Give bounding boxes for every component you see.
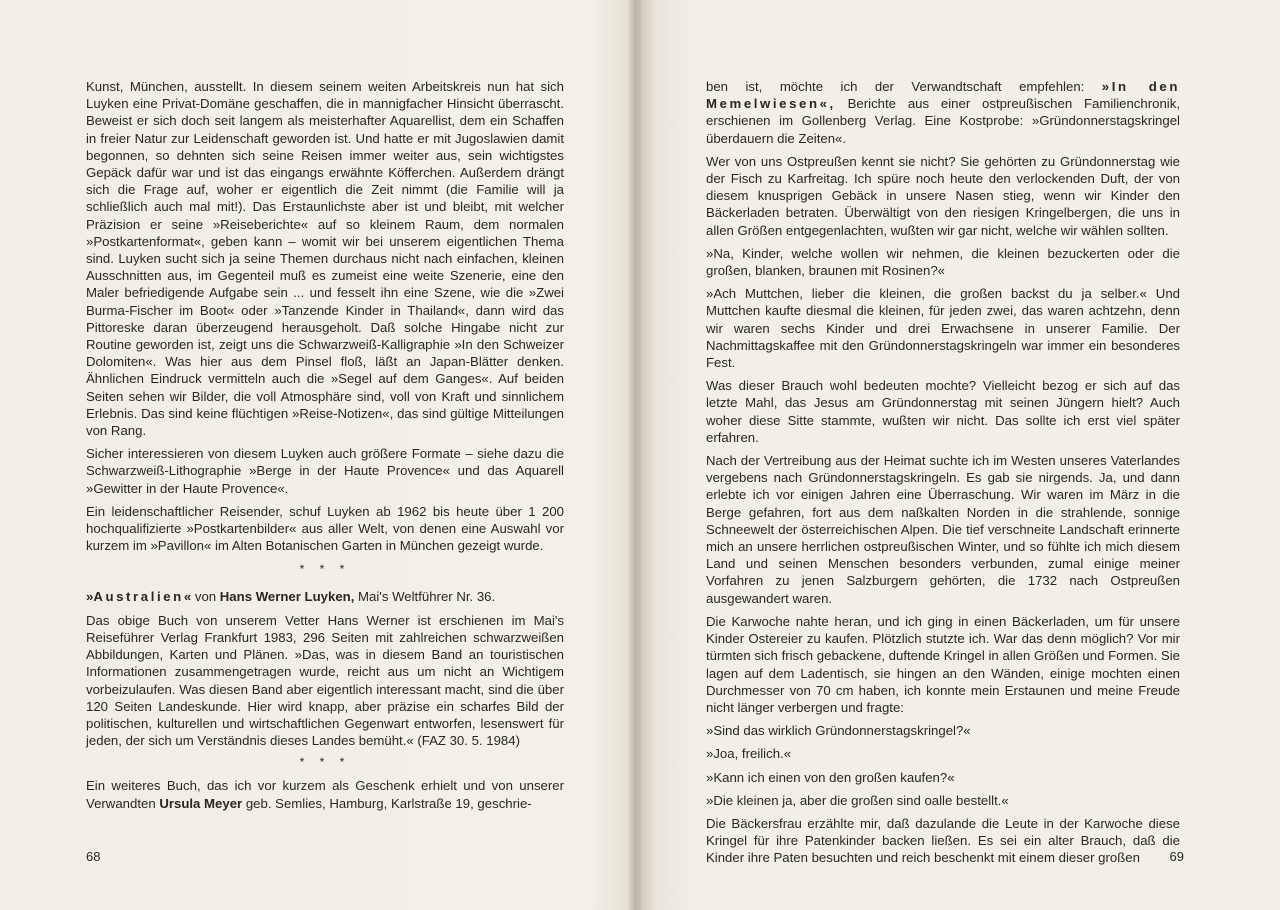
left-page (86, 0, 564, 910)
page-number: 68 (86, 849, 101, 864)
dialogue-line: »Joa, freilich.« (706, 746, 792, 762)
dialogue-line: »Kann ich einen von den großen kaufen?« (706, 769, 955, 785)
paragraph: »Na, Kinder, welche wollen wir nehmen, die kleinen bezuckerten oder die großen, blanken, braunen mit Rosinen?« (706, 245, 1180, 279)
paragraph: Wer von uns Ostpreußen kennt sie nicht? Sie gehörten zu Gründonnerstag wie der Fisch zu Karfreitag. Ich spüre noch heute den verlockenden Duft, der von diesem knusprigen Gebäck in unsere Nasen stieg, wenn wir Kinder den Bäckerladen betraten. Überwältigt von den riesigen Kringelbergen, die uns in allen Größen entgegenlachten, wußten wir gar nicht, welche wir wählen sollten. (706, 153, 1180, 238)
book-entry-heading (86, 588, 564, 605)
section-separator: * * * (299, 562, 351, 577)
book-gutter (628, 0, 642, 910)
paragraph: Ein leidenschaftlicher Reisender, schuf Luyken ab 1962 bis heute über 1 200 hochqualifizierte »Postkartenbilder« aus aller Welt, von denen eine Auswahl vor kurzem im »Pavillon« im Alten Botanischen Garten in München gezeigt wurde. (86, 503, 564, 554)
paragraph: Nach der Vertreibung aus der Heimat suchte ich im Westen unseres Vaterlandes vergebens nach Gründonnerstagskringeln. Es gab sie nirgends. Ja, und dann erlebte ich vor einigen Jahren eine Überraschung. Wir waren im März in die Berge gefahren, fort aus dem naßkalten Norden in die strahlende, sonnige Schneewelt der österreichischen Alpen. Die tief verschneite Landschaft erinnerte mich an unsere herrlichen ostpreußischen Winter, und so fühlte ich mich diesem Land und seinen Menschen besonders verbunden, zumal einige meiner Vorfahren zu jenen Salzburgern gehörten, die 1732 nach Ostpreußen ausgewandert waren. (706, 453, 1180, 606)
right-page-text (706, 78, 1180, 873)
paragraph: Das obige Buch von unserem Vetter Hans Werner ist erschienen im Mai's Reiseführer Verlag Frankfurt 1983, 296 Seiten mit zahlreichen schwarzweißen Abbildungen, Karten und Plänen. »Das, was in diesem Band an touristischen Informationen zusammengetragen wurde, reicht aus um nicht an Wichtigem vorbeizulaufen. Was diesen Band aber eigentlich interessant macht, sind die über 120 Seiten Landeskunde. Hier wird knapp, aber präzise ein scharfes Bild der politischen, kulturellen und wirtschaftlichen Gegenwart entworfen, lesenswert für jeden, der sich um Verständnis dieses Landes bemüht.« (FAZ 30. 5. 1984) (86, 612, 564, 749)
book-title: »In den Memelwiesen«, (706, 79, 1180, 112)
section-separator: * * * (299, 755, 351, 770)
paragraph: Die Karwoche nahte heran, und ich ging in einen Bäckerladen, um für unsere Kinder Ostereier zu kaufen. Plötzlich stutzte ich. War das denn möglich? Vor mir türmten sich frisch gebackene, duftende Kringel in allen Größen und Formen. Sie lagen auf dem Ladentisch, sie hingen an den Wänden, einige mochten einen Durchmesser von 70 cm haben, ich konnte mein Erstaunen und meine Freude nicht länger verbergen und fragte: (706, 613, 1180, 715)
text-run: ben ist, möchte ich der Verwandtschaft empfehlen: (706, 79, 1102, 94)
person-name: Ursula Meyer (159, 795, 243, 811)
text-run: Berichte aus einer ostpreußischen Familienchronik, erschienen im Gollenberg Verlag. Eine Kostprobe: »Gründonnerstagskringel überdauern die Zeiten«. (706, 96, 1180, 146)
dialogue-line: »Sind das wirklich Gründonnerstagskringel?« (706, 723, 971, 739)
page-number: 69 (1169, 849, 1184, 864)
text-run: geb. Semlies, Hamburg, Karlstraße 19, geschrie- (242, 795, 532, 811)
text-run: Ein weiteres Buch, das ich vor kurzem als Geschenk erhielt und von unserer Verwandten (86, 778, 564, 811)
book-series: Mai's Weltführer Nr. 36. (354, 589, 496, 605)
quote-mark: « (183, 589, 192, 605)
left-page-text (86, 78, 564, 818)
paragraph (86, 777, 564, 811)
paragraph: Sicher interessieren von diesem Luyken auch größere Formate – siehe dazu die Schwarzweiß-Lithographie »Berge in der Haute Provence« und das Aquarell »Gewitter in der Haute Provence«. (86, 446, 564, 496)
paragraph: Die Bäckersfrau erzählte mir, daß dazulande die Leute in der Karwoche diese Kringel für ihre Patenkinder backen ließen. Es sei ein alter Brauch, daß die Kinder ihre Paten besuchten und reich beschenkt mit einem dieser großen (706, 815, 1180, 866)
book-title: Australien (93, 589, 184, 605)
quote-mark: » (86, 589, 94, 605)
paragraph: Kunst, München, ausstellt. In diesem seinem weiten Arbeitskreis nun hat sich Luyken eine Privat-Domäne geschaffen, die in mannigfacher Hinsicht überrascht. Beweist er sich doch seit langem als meisterhafter Aquarellist, dem ein Schaffen in freier Natur zur Leidenschaft geworden ist. Und hatte er mit Jugoslawien damit begonnen, so dehnten sich seine Reisen immer weiter aus, sein wichtigstes Gepäck dafür war und ist das eingangs erwähnte Köfferchen. Außerdem drängt sich die Frage auf, woher er eigentlich die Zeit nimmt (die Familie will ja schließlich auch mal mit!). Das Erstaunlichste aber ist und bleibt, mit welcher Präzision er seine »Reiseberichte« auf so kleinem Raum, dem normalen »Postkartenformat«, geben kann – womit wir bei unserem eigentlichen Thema sind. Luyken sucht sich ja seine Themen durchaus nicht nach einfachen, kleinen Ausschnitten aus, im Gegenteil muß es zumeist eine weite Szenerie, eine den Maler befriedigende Aufgabe sein ... und fesselt ihn eine Szene, wie die »Zwei Burma-Fischer im Boot« oder »Tanzende Kinder in Thailand«, dann wird das Pittoreske daran überzeugend herausgeholt. Daß solche Hingabe nicht zur Routine geworden ist, zeigt uns die Schwarzweiß-Kalligraphie »In den Schweizer Dolomiten«. Was hier aus dem Pinsel floß, läßt an Japan-Blätter denken. Ähnlichen Eindruck vermitteln auch die »Segel auf dem Ganges«. Auf beiden Seiten sehen wir Bilder, die voll Atmosphäre sind, voll von Kraft und sinnlichem Erlebnis. Das sind keine flüchtigen »Reise-Notizen«, das sind gültige Mitteilungen von Rang. (86, 79, 564, 439)
paragraph: Was dieser Brauch wohl bedeuten mochte? Vielleicht bezog er sich auf das letzte Mahl, das Jesus am Gründonnerstag mit seinen Jüngern hielt? Auch woher diese Sitte stammte, wußten wir nicht. Das sollte ich erst viel später erfahren. (706, 378, 1180, 445)
book-author: Hans Werner Luyken, (219, 589, 355, 605)
paragraph: »Ach Muttchen, lieber die kleinen, die großen backst du ja selber.« Und Muttchen kaufte diesmal die kleinen, für jeden zwei, das waren achtzehn, denn wir waren sechs Kinder und drei Erwachsene in unserer Familie. Der Nachmittagskaffee mit den Gründonnerstagskringeln war immer ein besonderes Fest. (706, 286, 1180, 371)
dialogue-line: »Die kleinen ja, aber die großen sind oalle bestellt.« (706, 792, 1009, 808)
book-by: von (191, 589, 220, 605)
right-page (706, 0, 1184, 910)
paragraph (706, 78, 1180, 147)
